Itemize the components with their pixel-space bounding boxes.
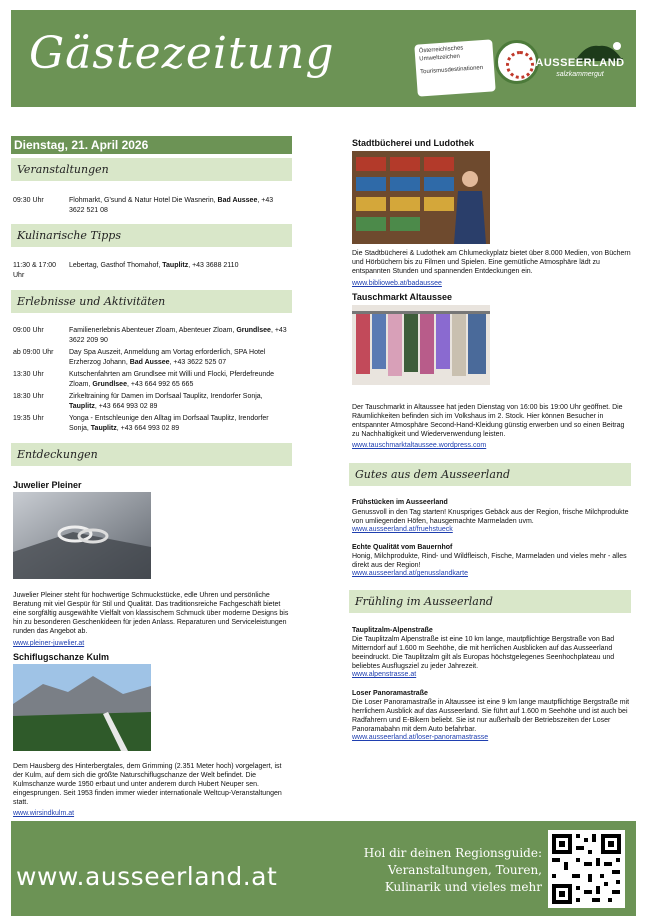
fruehling-item-text: Die Loser Panoramastraße in Altaussee ist eine 9 km lange mautpflichtige Bergstraße mit herrlichem Ausblick auf das Ausseerland. Sie führt auf 1.600 m Seehöhe und ist auch bei Radfahrern und E-Bikern beliebt. Sie ist nur außerhalb der Betriebszeiten der Loser Panoramabahn mit dem Auto befahrbar. (352, 699, 630, 733)
umwelt-line3: Tourismusdestinationen (420, 65, 484, 76)
event-phone: , +43 3622 209 90 (69, 327, 287, 344)
footer-line2: Veranstaltungen, Touren, (387, 863, 542, 877)
brand-name: AUSSEERLAND (535, 57, 625, 69)
header-banner (11, 10, 636, 107)
event-text: Zirkeltraining für Damen im Dorfsaal Tauplitz, Irendorfer Sonja, (69, 393, 263, 400)
gutes-item-text: Genussvoll in den Tag starten! Knuspriges Gebäck aus der Region, frische Milchprodukte von umliegenden Höfen, hausgemachte Marmeladen uvm. (352, 509, 629, 525)
event-time: 19:35 Uhr (13, 415, 44, 422)
schanze-text: Dem Hausberg des Hinterbergtales, dem Grimming (2.351 Meter hoch) vorgelagert, ist der Kulm, auf dem sich die größte Naturschiflugschanze der Welt befindet. Die Kulmschanze wurde 1950 erbaut und unter anderem durch Hubert Neuper sen. eingesprungen. Seit 1953 finden immer wieder internationale Weltcup-Veranstaltungen statt. (13, 763, 282, 806)
juwelier-text: Juwelier Pleiner steht für hochwertige Schmuckstücke, edle Uhren und persönliche Beratung mit viel Gespür für Stil und Qualität. Das traditionsreiche Fachgeschäft bietet eine sorgfältig ausgewählte Vielfalt von klassischem Schmuck über moderne Designs bis hin zu besonderen Geschenkideen für jeden Anlass. Reparaturen und Serviceleistungen runden das Angebot ab. (13, 592, 289, 635)
gutes-item-title: Frühstücken im Ausseerland (352, 499, 448, 506)
buecherei-link[interactable]: www.biblioweb.at/badaussee (352, 280, 442, 287)
event-desc (69, 326, 289, 345)
gutes-item-link[interactable]: www.ausseerland.at/genusslandkarte (352, 570, 468, 577)
event-row (13, 196, 291, 216)
event-phone: , +43 3622 521 08 (69, 197, 274, 214)
event-place: Bad Aussee (217, 197, 258, 204)
event-desc (69, 261, 289, 271)
fruehling-item-title: Loser Panoramastraße (352, 690, 428, 697)
event-text: Lebertag, Gasthof Thomahof, (69, 262, 163, 269)
event-phone: , +43 664 992 65 665 (126, 380, 194, 388)
event-phone: , +43 664 993 02 89 (94, 402, 158, 410)
section-erlebnisse: Erlebnisse und Aktivitäten (11, 290, 292, 313)
event-time: 09:30 Uhr (13, 197, 44, 204)
event-place: Grundlsee (92, 380, 127, 388)
section-entdeckungen: Entdeckungen (11, 443, 292, 466)
buecherei-text: Die Stadtbücherei & Ludothek am Chlumeckyplatz bietet über 8.000 Medien, von Büchern und Hörbüchern bis zu Filmen und Spielen. Eine gemütliche Atmosphäre lädt zu entspannten Stunden und spannenden Entdeckungen ein. (352, 250, 631, 275)
fruehling-item-text: Die Tauplitzalm Alpenstraße ist eine 10 km lange, mautpflichtige Bergstraße von Bad Mitterndorf auf 1.600 m Seehöhe, die mit herrlichen Ausblicken auf das Ausseerland beeindruckt. Die Tauplitzalm gilt als Europas höchstgelegenes Seenhochplateau und beliebtes Ausflugsziel zu jeder Jahrezeit. (352, 636, 615, 670)
event-time: 09:00 Uhr (13, 327, 44, 334)
tauschmarkt-link[interactable]: www.tauschmarktaltaussee.wordpress.com (352, 442, 487, 449)
section-gutes: Gutes aus dem Ausseerland (349, 463, 631, 486)
schanze-title: Schiflugschanze Kulm (13, 652, 110, 662)
clothes-photo (352, 305, 490, 385)
event-place: Tauplitz (90, 424, 117, 432)
event-row (13, 261, 291, 281)
event-text: Familienerlebnis Abenteuer Zloam, Abenteuer Zloam, (69, 327, 237, 334)
section-kulinarik: Kulinarische Tipps (11, 224, 292, 247)
event-time: 11:30 & 17:00 Uhr (13, 262, 57, 279)
rings-photo (13, 492, 151, 579)
juwelier-title: Juwelier Pleiner (13, 480, 82, 490)
footer-line3: Kulinarik und vieles mehr (384, 880, 542, 894)
footer-line1: Hol dir deinen Regionsguide: (363, 846, 542, 860)
event-text: Yonga - Entschleunige den Alltag im Dorfsaal Tauplitz, Irendorfer Sonja, (69, 415, 269, 432)
event-phone: , +43 664 993 02 89 (116, 424, 180, 432)
event-phone: , +43 3622 525 07 (169, 358, 227, 366)
event-text: Kutschenfahrten am Grundlsee mit Willi und Flocki, Pferdefreunde Zloam, (69, 371, 275, 388)
event-text: Day Spa Auszeit, Anmeldung am Vortag erforderlich, SPA Hotel Erzherzog Johann, (69, 349, 266, 366)
event-phone: , +43 3688 2110 (188, 262, 239, 269)
date-bar: Dienstag, 21. April 2026 (11, 136, 292, 154)
tauschmarkt-title: Tauschmarkt Altaussee (352, 292, 453, 302)
event-desc (69, 392, 289, 411)
page-title: Gästezeitung (29, 28, 335, 79)
buecherei-title: Stadtbücherei und Ludothek (352, 138, 475, 148)
fruehling-item-link[interactable]: www.alpenstrasse.at (352, 671, 417, 678)
fruehling-item-title: Tauplitzalm-Alpenstraße (352, 627, 433, 634)
event-time: 18:30 Uhr (13, 393, 44, 400)
gutes-item-link[interactable]: www.ausseerland.at/fruehstueck (352, 526, 453, 533)
event-place: Tauplitz (69, 402, 95, 410)
umweltzeichen-logo (414, 39, 495, 96)
event-place: Grundlsee (236, 327, 271, 334)
brand-subtitle: salzkammergut (556, 71, 604, 78)
event-desc (69, 348, 289, 367)
section-veranstaltungen: Veranstaltungen (11, 158, 292, 181)
footer-url[interactable]: www.ausseerland.at (16, 862, 278, 891)
event-desc (69, 370, 289, 389)
event-desc (69, 414, 289, 433)
event-desc (69, 196, 289, 215)
qr-code-icon[interactable] (548, 830, 625, 908)
event-time: 13:30 Uhr (13, 371, 44, 378)
kulm-photo (13, 664, 151, 751)
event-text: Flohmarkt, G'sund & Natur Hotel Die Wasnerin, (69, 197, 218, 204)
library-photo (352, 151, 490, 244)
event-place: Tauplitz (162, 262, 189, 269)
section-fruehling: Frühling im Ausseerland (349, 590, 631, 613)
umwelt-line2: Umweltzeichen (419, 53, 461, 62)
umwelt-line1: Österreichisches (418, 45, 464, 55)
fruehling-item-link[interactable]: www.ausseerland.at/loser-panoramastrasse (352, 734, 489, 741)
gutes-item-text: Honig, Milchprodukte, Rind- und Wildfleisch, Fische, Marmeladen und vieles mehr - alles direkt aus der Region! (352, 553, 627, 569)
event-place: Bad Aussee (129, 358, 170, 366)
tauschmarkt-text: Der Tauschmarkt in Altaussee hat jeden Dienstag von 16:00 bis 19:00 Uhr geöffnet. Die Räumlichkeiten befinden sich im Volkshaus im 2. Stock. Hier können Besucher in entspannter Atmosphäre Second-Hand-Kleidung günstig erwerben und so einen Beitrag zu Nachhaltigkeit und Wiederverwendung leisten. (352, 404, 625, 438)
gutes-item-title: Echte Qualität vom Bauernhof (352, 544, 453, 551)
juwelier-link[interactable]: www.pleiner-juwelier.at (13, 640, 85, 647)
event-time: ab 09:00 Uhr (13, 349, 54, 356)
schanze-link[interactable]: www.wirsindkulm.at (13, 810, 75, 817)
